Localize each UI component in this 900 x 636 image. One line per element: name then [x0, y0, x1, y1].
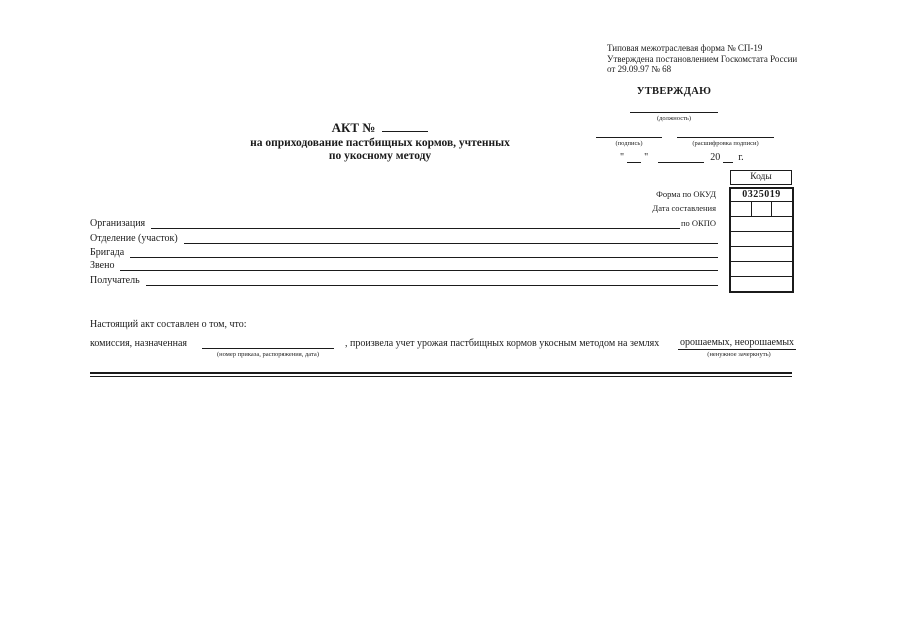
okud-code-cell: 0325019 [742, 189, 781, 200]
okpo-label: по ОКПО [680, 218, 716, 228]
field-row-organization [90, 216, 680, 229]
compile-date-label: Дата составления [652, 203, 716, 213]
act-label: АКТ № [331, 120, 376, 135]
empty-code-cell-4 [731, 276, 792, 291]
section-divider-rule [90, 372, 792, 377]
empty-code-cell-3 [731, 261, 792, 276]
recipient-label: Получатель [90, 275, 140, 286]
brigade-fill-line [130, 245, 718, 258]
position-fill-line [630, 112, 718, 113]
date-day-fill-line [627, 151, 641, 163]
commission-text: комиссия, назначенная [90, 338, 188, 349]
brigade-label: Бригада [90, 247, 125, 258]
date-month-fill-line [658, 151, 704, 163]
date-year-suffix: г. [738, 152, 744, 163]
team-label: Звено [90, 260, 115, 271]
action-text: , произвела учет урожая пастбищных кормов укосным методом на землях [345, 338, 660, 349]
document-title-block [180, 120, 580, 163]
strike-out-hint: (ненужное зачеркнуть) [707, 351, 771, 358]
land-types-text: орошаемых, неорошаемых [680, 337, 795, 348]
form-info-line-3: от 29.09.97 № 68 [607, 64, 672, 74]
date-code-cell-day [731, 202, 751, 216]
recipient-fill-line [146, 273, 718, 286]
empty-code-cell-1 [731, 231, 792, 246]
date-code-cell-year [771, 202, 792, 216]
field-row-department [90, 231, 718, 244]
organization-label: Организация [90, 218, 146, 229]
form-info-line-2: Утверждена постановлением Госкомстата России [607, 53, 798, 64]
approve-date-row [620, 150, 744, 163]
date-year-prefix: 20 [710, 152, 721, 163]
form-type-info [607, 43, 837, 75]
team-fill-line [120, 258, 718, 271]
date-code-cell-month [751, 202, 772, 216]
codes-table [729, 187, 794, 293]
form-info-line-1: Типовая межотраслевая форма № СП-19 [607, 43, 763, 53]
signature-hint: (подпись) [615, 140, 643, 147]
approve-heading: УТВЕРЖДАЮ [636, 86, 712, 97]
signature-fill-line [596, 137, 662, 138]
document-subtitle-2: по укосному методу [328, 150, 432, 162]
date-close-quote: " [644, 152, 649, 163]
field-row-team [90, 258, 718, 271]
position-hint: (должность) [656, 115, 692, 122]
department-fill-line [184, 231, 718, 244]
okud-label: Форма по ОКУД [656, 189, 716, 199]
date-open-quote: " [620, 152, 625, 163]
order-number-fill-line [202, 348, 334, 349]
act-number-line [180, 120, 580, 135]
signature-transcript-fill-line [677, 137, 774, 138]
date-year-fill-line [723, 151, 733, 163]
empty-code-cell-2 [731, 246, 792, 261]
order-number-hint: (номер приказа, распоряжения, дата) [217, 351, 319, 358]
organization-fill-line [151, 216, 680, 229]
field-row-recipient [90, 273, 718, 286]
okpo-code-cell [731, 216, 792, 231]
field-row-brigade [90, 245, 718, 258]
date-code-cells [731, 201, 792, 216]
codes-table-header: Коды [730, 170, 792, 185]
document-subtitle-1: на оприходование пастбищных кормов, учтенных [250, 137, 510, 149]
department-label: Отделение (участок) [90, 233, 178, 244]
signature-transcript-hint: (расшифровка подписи) [692, 140, 759, 147]
act-number-fill-line [382, 120, 428, 132]
statement-text: Настоящий акт составлен о том, что: [90, 319, 247, 330]
